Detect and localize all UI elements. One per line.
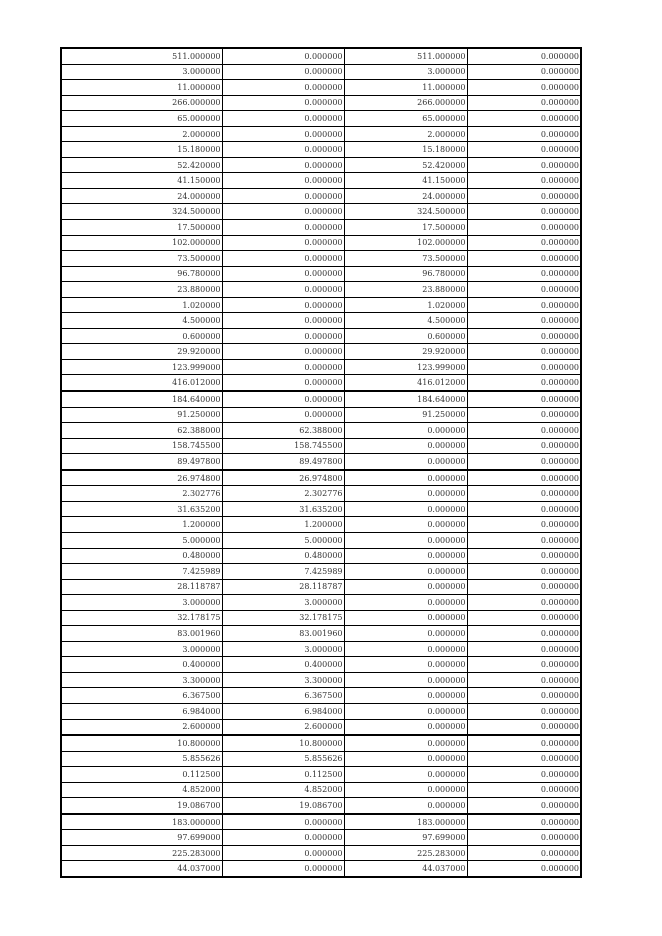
cell-col-1: 0.480000	[61, 548, 222, 564]
cell-col-3: 29.920000	[344, 344, 467, 360]
cell-col-1: 0.600000	[61, 328, 222, 344]
cell-col-1: 23.880000	[61, 282, 222, 298]
cell-col-4: 0.000000	[467, 251, 581, 267]
cell-col-2: 0.000000	[222, 220, 344, 236]
cell-col-3: 44.037000	[344, 861, 467, 877]
cell-col-1: 83.001960	[61, 626, 222, 642]
cell-col-2: 0.000000	[222, 344, 344, 360]
table-row	[61, 845, 581, 861]
cell-col-4: 0.000000	[467, 703, 581, 719]
table-row	[61, 641, 581, 657]
cell-col-2: 6.367500	[222, 688, 344, 704]
cell-col-4: 0.000000	[467, 328, 581, 344]
cell-col-4: 0.000000	[467, 548, 581, 564]
table-row	[61, 173, 581, 189]
cell-col-3: 23.880000	[344, 282, 467, 298]
cell-col-4: 0.000000	[467, 423, 581, 439]
table-row	[61, 579, 581, 595]
cell-col-2: 0.000000	[222, 266, 344, 282]
cell-col-4: 0.000000	[467, 595, 581, 611]
cell-col-3: 0.000000	[344, 688, 467, 704]
cell-col-2: 0.000000	[222, 359, 344, 375]
cell-col-3: 0.000000	[344, 517, 467, 533]
cell-col-1: 2.302776	[61, 486, 222, 502]
cell-col-1: 1.020000	[61, 297, 222, 313]
cell-col-2: 0.000000	[222, 126, 344, 142]
cell-col-3: 183.000000	[344, 814, 467, 830]
cell-col-2: 0.480000	[222, 548, 344, 564]
table-row	[61, 532, 581, 548]
cell-col-3: 0.000000	[344, 501, 467, 517]
cell-col-4: 0.000000	[467, 111, 581, 127]
cell-col-3: 0.000000	[344, 548, 467, 564]
cell-col-1: 17.500000	[61, 220, 222, 236]
cell-col-1: 31.635200	[61, 501, 222, 517]
cell-col-4: 0.000000	[467, 501, 581, 517]
cell-col-1: 89.497800	[61, 454, 222, 470]
cell-col-2: 0.000000	[222, 282, 344, 298]
cell-col-2: 0.000000	[222, 48, 344, 64]
table-row	[61, 688, 581, 704]
cell-col-4: 0.000000	[467, 564, 581, 580]
cell-col-3: 0.000000	[344, 470, 467, 486]
cell-col-4: 0.000000	[467, 313, 581, 329]
cell-col-4: 0.000000	[467, 375, 581, 391]
cell-col-3: 102.000000	[344, 235, 467, 251]
cell-col-4: 0.000000	[467, 157, 581, 173]
cell-col-2: 31.635200	[222, 501, 344, 517]
cell-col-3: 41.150000	[344, 173, 467, 189]
cell-col-3: 0.000000	[344, 626, 467, 642]
cell-col-2: 89.497800	[222, 454, 344, 470]
cell-col-1: 26.974800	[61, 470, 222, 486]
cell-col-2: 3.300000	[222, 672, 344, 688]
cell-col-4: 0.000000	[467, 626, 581, 642]
cell-col-1: 102.000000	[61, 235, 222, 251]
cell-col-1: 24.000000	[61, 188, 222, 204]
cell-col-3: 65.000000	[344, 111, 467, 127]
cell-col-1: 2.600000	[61, 719, 222, 735]
cell-col-4: 0.000000	[467, 470, 581, 486]
cell-col-3: 0.000000	[344, 798, 467, 814]
table-row	[61, 375, 581, 391]
cell-col-3: 0.000000	[344, 735, 467, 751]
table-row	[61, 391, 581, 407]
cell-col-1: 19.086700	[61, 798, 222, 814]
cell-col-1: 7.425989	[61, 564, 222, 580]
cell-col-3: 0.000000	[344, 703, 467, 719]
cell-col-3: 91.250000	[344, 407, 467, 423]
table-row	[61, 830, 581, 846]
table-row	[61, 486, 581, 502]
cell-col-2: 3.000000	[222, 595, 344, 611]
cell-col-1: 32.178175	[61, 610, 222, 626]
cell-col-2: 32.178175	[222, 610, 344, 626]
cell-col-2: 0.400000	[222, 657, 344, 673]
cell-col-3: 123.999000	[344, 359, 467, 375]
cell-col-2: 0.000000	[222, 375, 344, 391]
cell-col-3: 2.000000	[344, 126, 467, 142]
cell-col-3: 416.012000	[344, 375, 467, 391]
table-row	[61, 423, 581, 439]
cell-col-4: 0.000000	[467, 719, 581, 735]
cell-col-2: 0.112500	[222, 767, 344, 783]
table-row	[61, 48, 581, 64]
cell-col-4: 0.000000	[467, 767, 581, 783]
cell-col-2: 0.000000	[222, 830, 344, 846]
table-row	[61, 204, 581, 220]
cell-col-2: 5.855626	[222, 751, 344, 767]
cell-col-1: 73.500000	[61, 251, 222, 267]
cell-col-2: 3.000000	[222, 641, 344, 657]
cell-col-3: 52.420000	[344, 157, 467, 173]
cell-col-3: 0.000000	[344, 751, 467, 767]
cell-col-3: 0.000000	[344, 657, 467, 673]
table-row	[61, 814, 581, 830]
cell-col-1: 416.012000	[61, 375, 222, 391]
table-row	[61, 251, 581, 267]
cell-col-2: 7.425989	[222, 564, 344, 580]
cell-col-4: 0.000000	[467, 657, 581, 673]
cell-col-3: 0.000000	[344, 486, 467, 502]
table-row	[61, 564, 581, 580]
cell-col-3: 24.000000	[344, 188, 467, 204]
cell-col-2: 0.000000	[222, 845, 344, 861]
table-row	[61, 438, 581, 454]
cell-col-2: 2.600000	[222, 719, 344, 735]
cell-col-3: 3.000000	[344, 64, 467, 80]
table-row	[61, 359, 581, 375]
cell-col-1: 184.640000	[61, 391, 222, 407]
cell-col-3: 0.000000	[344, 719, 467, 735]
cell-col-1: 3.000000	[61, 595, 222, 611]
cell-col-2: 0.000000	[222, 235, 344, 251]
table-row	[61, 344, 581, 360]
cell-col-1: 65.000000	[61, 111, 222, 127]
cell-col-3: 0.000000	[344, 438, 467, 454]
cell-col-2: 0.000000	[222, 80, 344, 96]
cell-col-3: 511.000000	[344, 48, 467, 64]
cell-col-2: 0.000000	[222, 251, 344, 267]
cell-col-1: 62.388000	[61, 423, 222, 439]
cell-col-3: 17.500000	[344, 220, 467, 236]
cell-col-2: 19.086700	[222, 798, 344, 814]
cell-col-3: 73.500000	[344, 251, 467, 267]
table-row	[61, 95, 581, 111]
cell-col-4: 0.000000	[467, 454, 581, 470]
cell-col-4: 0.000000	[467, 532, 581, 548]
cell-col-4: 0.000000	[467, 95, 581, 111]
cell-col-3: 4.500000	[344, 313, 467, 329]
cell-col-2: 0.000000	[222, 861, 344, 877]
table-row	[61, 266, 581, 282]
cell-col-3: 0.000000	[344, 767, 467, 783]
cell-col-1: 158.745500	[61, 438, 222, 454]
cell-col-3: 324.500000	[344, 204, 467, 220]
cell-col-4: 0.000000	[467, 861, 581, 877]
cell-col-4: 0.000000	[467, 735, 581, 751]
cell-col-1: 266.000000	[61, 95, 222, 111]
cell-col-3: 0.000000	[344, 579, 467, 595]
cell-col-2: 10.800000	[222, 735, 344, 751]
cell-col-4: 0.000000	[467, 486, 581, 502]
cell-col-1: 28.118787	[61, 579, 222, 595]
table-row	[61, 782, 581, 798]
cell-col-1: 1.200000	[61, 517, 222, 533]
cell-col-1: 96.780000	[61, 266, 222, 282]
cell-col-3: 225.283000	[344, 845, 467, 861]
table-row	[61, 454, 581, 470]
table-row	[61, 80, 581, 96]
cell-col-1: 10.800000	[61, 735, 222, 751]
data-table	[60, 47, 582, 878]
cell-col-4: 0.000000	[467, 235, 581, 251]
cell-col-1: 2.000000	[61, 126, 222, 142]
table-row	[61, 595, 581, 611]
cell-col-4: 0.000000	[467, 438, 581, 454]
cell-col-4: 0.000000	[467, 173, 581, 189]
cell-col-3: 0.000000	[344, 782, 467, 798]
cell-col-4: 0.000000	[467, 610, 581, 626]
cell-col-3: 0.000000	[344, 423, 467, 439]
cell-col-2: 158.745500	[222, 438, 344, 454]
table-row	[61, 470, 581, 486]
cell-col-1: 29.920000	[61, 344, 222, 360]
cell-col-1: 11.000000	[61, 80, 222, 96]
cell-col-4: 0.000000	[467, 751, 581, 767]
cell-col-2: 0.000000	[222, 111, 344, 127]
cell-col-1: 183.000000	[61, 814, 222, 830]
cell-col-3: 0.600000	[344, 328, 467, 344]
cell-col-3: 266.000000	[344, 95, 467, 111]
cell-col-1: 5.855626	[61, 751, 222, 767]
table-row	[61, 610, 581, 626]
cell-col-4: 0.000000	[467, 517, 581, 533]
cell-col-4: 0.000000	[467, 142, 581, 158]
cell-col-4: 0.000000	[467, 641, 581, 657]
cell-col-3: 1.020000	[344, 297, 467, 313]
cell-col-1: 97.699000	[61, 830, 222, 846]
cell-col-1: 41.150000	[61, 173, 222, 189]
cell-col-2: 0.000000	[222, 297, 344, 313]
cell-col-3: 0.000000	[344, 564, 467, 580]
cell-col-2: 4.852000	[222, 782, 344, 798]
table-row	[61, 548, 581, 564]
cell-col-4: 0.000000	[467, 64, 581, 80]
cell-col-2: 0.000000	[222, 328, 344, 344]
cell-col-4: 0.000000	[467, 220, 581, 236]
cell-col-4: 0.000000	[467, 359, 581, 375]
cell-col-1: 324.500000	[61, 204, 222, 220]
cell-col-4: 0.000000	[467, 204, 581, 220]
cell-col-1: 511.000000	[61, 48, 222, 64]
cell-col-1: 3.000000	[61, 64, 222, 80]
table-row	[61, 861, 581, 877]
cell-col-1: 15.180000	[61, 142, 222, 158]
cell-col-3: 0.000000	[344, 641, 467, 657]
table-row	[61, 142, 581, 158]
cell-col-2: 0.000000	[222, 142, 344, 158]
table-row	[61, 64, 581, 80]
cell-col-1: 123.999000	[61, 359, 222, 375]
cell-col-3: 96.780000	[344, 266, 467, 282]
cell-col-3: 0.000000	[344, 454, 467, 470]
cell-col-1: 0.400000	[61, 657, 222, 673]
cell-col-4: 0.000000	[467, 830, 581, 846]
cell-col-4: 0.000000	[467, 126, 581, 142]
table-row	[61, 626, 581, 642]
cell-col-2: 6.984000	[222, 703, 344, 719]
cell-col-4: 0.000000	[467, 266, 581, 282]
table-row	[61, 282, 581, 298]
cell-col-1: 44.037000	[61, 861, 222, 877]
cell-col-2: 62.388000	[222, 423, 344, 439]
cell-col-3: 0.000000	[344, 595, 467, 611]
cell-col-1: 91.250000	[61, 407, 222, 423]
cell-col-2: 0.000000	[222, 157, 344, 173]
table-body	[61, 48, 581, 877]
cell-col-3: 184.640000	[344, 391, 467, 407]
cell-col-1: 5.000000	[61, 532, 222, 548]
cell-col-4: 0.000000	[467, 798, 581, 814]
table-row	[61, 767, 581, 783]
cell-col-4: 0.000000	[467, 297, 581, 313]
table-row	[61, 703, 581, 719]
cell-col-3: 11.000000	[344, 80, 467, 96]
cell-col-2: 5.000000	[222, 532, 344, 548]
cell-col-2: 0.000000	[222, 95, 344, 111]
cell-col-4: 0.000000	[467, 188, 581, 204]
table-row	[61, 798, 581, 814]
cell-col-4: 0.000000	[467, 814, 581, 830]
table-row	[61, 126, 581, 142]
cell-col-1: 4.500000	[61, 313, 222, 329]
table-row	[61, 501, 581, 517]
table-row	[61, 220, 581, 236]
table-row	[61, 407, 581, 423]
cell-col-2: 0.000000	[222, 814, 344, 830]
table-row	[61, 735, 581, 751]
cell-col-4: 0.000000	[467, 407, 581, 423]
table-row	[61, 657, 581, 673]
cell-col-1: 6.984000	[61, 703, 222, 719]
table-row	[61, 157, 581, 173]
table-row	[61, 111, 581, 127]
table-row	[61, 235, 581, 251]
cell-col-4: 0.000000	[467, 48, 581, 64]
cell-col-2: 0.000000	[222, 313, 344, 329]
cell-col-4: 0.000000	[467, 391, 581, 407]
cell-col-4: 0.000000	[467, 782, 581, 798]
cell-col-2: 0.000000	[222, 188, 344, 204]
cell-col-1: 52.420000	[61, 157, 222, 173]
cell-col-3: 97.699000	[344, 830, 467, 846]
cell-col-2: 2.302776	[222, 486, 344, 502]
cell-col-1: 3.300000	[61, 672, 222, 688]
cell-col-4: 0.000000	[467, 579, 581, 595]
table-row	[61, 188, 581, 204]
cell-col-3: 0.000000	[344, 672, 467, 688]
cell-col-2: 26.974800	[222, 470, 344, 486]
cell-col-4: 0.000000	[467, 282, 581, 298]
cell-col-2: 0.000000	[222, 204, 344, 220]
cell-col-1: 4.852000	[61, 782, 222, 798]
cell-col-2: 0.000000	[222, 407, 344, 423]
cell-col-3: 0.000000	[344, 610, 467, 626]
cell-col-2: 0.000000	[222, 391, 344, 407]
table-row	[61, 313, 581, 329]
table-row	[61, 517, 581, 533]
cell-col-4: 0.000000	[467, 344, 581, 360]
cell-col-1: 0.112500	[61, 767, 222, 783]
cell-col-2: 28.118787	[222, 579, 344, 595]
cell-col-1: 6.367500	[61, 688, 222, 704]
cell-col-4: 0.000000	[467, 688, 581, 704]
cell-col-2: 0.000000	[222, 64, 344, 80]
table-row	[61, 719, 581, 735]
cell-col-2: 0.000000	[222, 173, 344, 189]
table-row	[61, 328, 581, 344]
cell-col-3: 0.000000	[344, 532, 467, 548]
cell-col-1: 225.283000	[61, 845, 222, 861]
cell-col-4: 0.000000	[467, 672, 581, 688]
cell-col-4: 0.000000	[467, 845, 581, 861]
cell-col-1: 3.000000	[61, 641, 222, 657]
table-row	[61, 297, 581, 313]
cell-col-2: 1.200000	[222, 517, 344, 533]
table-row	[61, 672, 581, 688]
cell-col-4: 0.000000	[467, 80, 581, 96]
cell-col-2: 83.001960	[222, 626, 344, 642]
cell-col-3: 15.180000	[344, 142, 467, 158]
table-row	[61, 751, 581, 767]
